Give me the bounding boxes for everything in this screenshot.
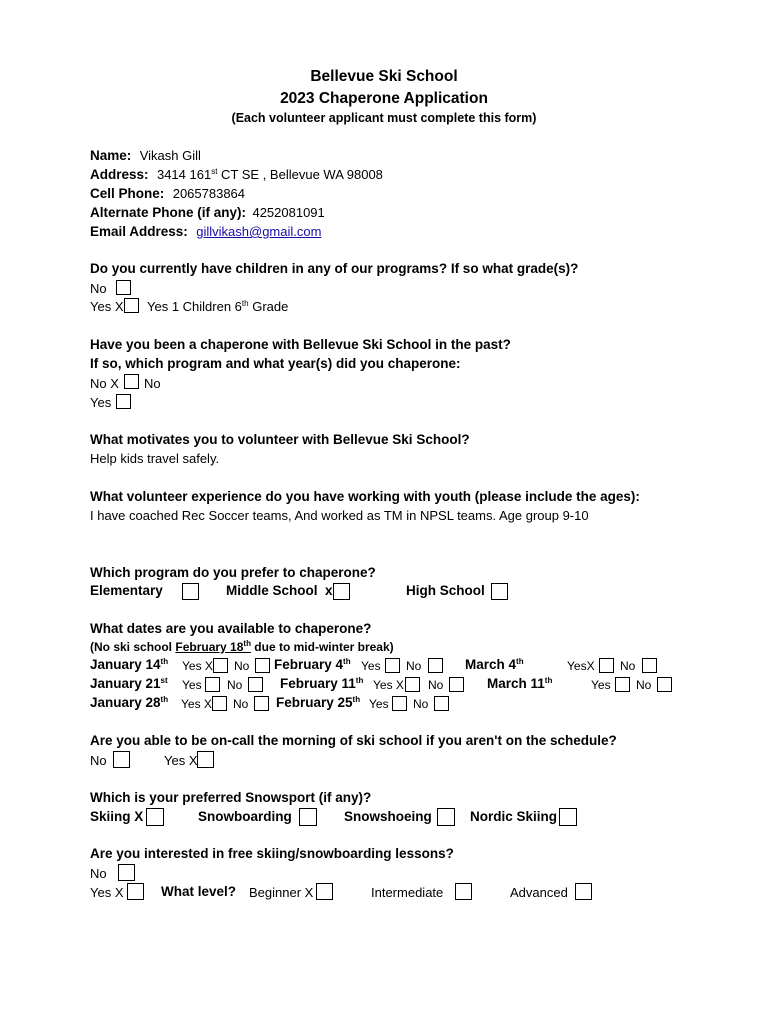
cell-row — [90, 186, 245, 202]
feb4-yes-checkbox[interactable] — [385, 658, 400, 673]
sport-skiing-checkbox[interactable] — [146, 808, 164, 826]
feb4-no-checkbox[interactable] — [428, 658, 443, 673]
mar11-no-label: No — [636, 678, 652, 692]
lessons-question: Are you interested in free skiing/snowboarding lessons? — [90, 846, 454, 861]
past-yes-checkbox[interactable] — [116, 394, 131, 409]
sport-nordic-checkbox[interactable] — [559, 808, 577, 826]
jan14-no-checkbox[interactable] — [255, 658, 270, 673]
feb11-yes-checkbox[interactable] — [405, 677, 420, 692]
sport-question: Which is your preferred Snowsport (if any)? — [90, 790, 372, 805]
email-label: Email Address: — [90, 224, 188, 239]
address-label: Address: — [90, 167, 149, 182]
children-no-checkbox[interactable] — [116, 280, 131, 295]
lessons-no-label: No — [90, 866, 107, 881]
lessons-no-checkbox[interactable] — [118, 864, 135, 881]
jan28-no-label: No — [233, 697, 249, 711]
children-question: Do you currently have children in any of our programs? If so what grade(s)? — [90, 261, 579, 276]
lessons-yes-label: Yes X — [90, 885, 124, 900]
feb11-no-checkbox[interactable] — [449, 677, 464, 692]
oncall-yes-label: Yes X — [164, 753, 198, 768]
name-row — [90, 148, 201, 164]
jan21-no-label: No — [227, 678, 243, 692]
feb25-no-label: No — [413, 697, 429, 711]
sport-snowshoeing-checkbox[interactable] — [437, 808, 455, 826]
lessons-intermediate-checkbox[interactable] — [455, 883, 472, 900]
lessons-advanced-label: Advanced — [510, 885, 568, 900]
program-elementary-checkbox[interactable] — [182, 583, 199, 600]
alt-phone-label: Alternate Phone (if any): — [90, 205, 247, 220]
email-link[interactable]: gillvikash@gmail.com — [196, 224, 322, 239]
name-value: Vikash Gill — [139, 148, 201, 163]
program-elementary-label: Elementary — [90, 583, 163, 598]
lessons-intermediate-label: Intermediate — [371, 885, 444, 900]
past-yes-label: Yes — [90, 395, 112, 410]
program-high-checkbox[interactable] — [491, 583, 508, 600]
program-middle-label: Middle School — [226, 583, 318, 598]
feb4-no-label: No — [406, 659, 422, 673]
oncall-no-checkbox[interactable] — [113, 751, 130, 768]
motivation-answer: Help kids travel safely. — [90, 451, 220, 466]
dates-note: (No ski school February 18th due to mid-winter break) — [90, 639, 394, 654]
jan14-yes-checkbox[interactable] — [213, 658, 228, 673]
program-middle-checkbox[interactable] — [333, 583, 350, 600]
feb25-yes-checkbox[interactable] — [392, 696, 407, 711]
mar4-yes-checkbox[interactable] — [599, 658, 614, 673]
past-no-checkbox[interactable] — [124, 374, 139, 389]
program-high-label: High School — [406, 583, 485, 598]
experience-answer: I have coached Rec Soccer teams, And worked as TM in NPSL teams. Age group 9-10 — [90, 508, 589, 523]
jan21-no-checkbox[interactable] — [248, 677, 263, 692]
sport-snowshoeing-label: Snowshoeing — [344, 809, 432, 824]
lessons-beginner-checkbox[interactable] — [316, 883, 333, 900]
children-yes-detail: Yes 1 Children 6th Grade — [147, 299, 289, 314]
alt-phone-row — [90, 205, 325, 221]
feb11-no-label: No — [428, 678, 444, 692]
sport-nordic-label: Nordic Skiing — [470, 809, 558, 824]
date-jan21: January 21st — [90, 676, 168, 691]
children-yes-label: Yes X — [90, 299, 124, 314]
school-name: Bellevue Ski School — [310, 68, 458, 85]
past-no-label: No X — [90, 376, 119, 391]
form-title: 2023 Chaperone Application — [280, 90, 488, 107]
date-mar4: March 4th — [465, 657, 524, 672]
lessons-level-label: What level? — [161, 884, 237, 899]
experience-question: What volunteer experience do you have working with youth (please include the ages): — [90, 489, 640, 504]
feb25-no-checkbox[interactable] — [434, 696, 449, 711]
email-row — [90, 224, 321, 240]
oncall-yes-checkbox[interactable] — [197, 751, 214, 768]
jan14-yes-label: Yes X — [182, 659, 213, 673]
feb4-yes-label: Yes — [361, 659, 381, 673]
dates-question: What dates are you available to chaperone? — [90, 621, 372, 636]
sport-snowboarding-label: Snowboarding — [198, 809, 292, 824]
mar11-yes-label: Yes — [591, 678, 611, 692]
date-jan14: January 14th — [90, 657, 169, 672]
cell-value: 2065783864 — [172, 186, 246, 201]
children-yes-checkbox[interactable] — [124, 298, 139, 313]
jan28-yes-checkbox[interactable] — [212, 696, 227, 711]
feb11-yes-label: Yes X — [373, 678, 404, 692]
mar4-no-checkbox[interactable] — [642, 658, 657, 673]
sport-snowboarding-checkbox[interactable] — [299, 808, 317, 826]
address-value: 3414 161st CT SE , Bellevue WA 98008 — [156, 167, 383, 182]
name-label: Name: — [90, 148, 132, 163]
feb25-yes-label: Yes — [369, 697, 389, 711]
address-row — [90, 167, 383, 183]
jan28-yes-label: Yes X — [181, 697, 212, 711]
mar11-yes-checkbox[interactable] — [615, 677, 630, 692]
oncall-question: Are you able to be on-call the morning of ski school if you aren't on the schedule? — [90, 733, 617, 748]
mar4-yes-label: YesX — [567, 659, 595, 673]
date-feb25: February 25th — [276, 695, 361, 710]
mar11-no-checkbox[interactable] — [657, 677, 672, 692]
jan21-yes-checkbox[interactable] — [205, 677, 220, 692]
alt-phone-value: 4252081091 — [252, 205, 325, 220]
date-mar11: March 11th — [487, 676, 553, 691]
program-middle-mark: x — [325, 583, 333, 598]
lessons-yes-checkbox[interactable] — [127, 883, 144, 900]
mar4-no-label: No — [620, 659, 636, 673]
oncall-no-label: No — [90, 753, 107, 768]
children-no-label: No — [90, 281, 107, 296]
jan21-yes-label: Yes — [182, 678, 202, 692]
date-feb11: February 11th — [280, 676, 364, 691]
past-question-2: If so, which program and what year(s) did you chaperone: — [90, 356, 461, 371]
motivation-question: What motivates you to volunteer with Bellevue Ski School? — [90, 432, 470, 447]
program-question: Which program do you prefer to chaperone? — [90, 565, 376, 580]
past-no-after: No — [144, 376, 161, 391]
date-jan28: January 28th — [90, 695, 169, 710]
jan28-no-checkbox[interactable] — [254, 696, 269, 711]
date-feb4: February 4th — [274, 657, 351, 672]
cell-label: Cell Phone: — [90, 186, 165, 201]
sport-skiing-label: Skiing X — [90, 809, 144, 824]
form-instruction: (Each volunteer applicant must complete this form) — [231, 111, 537, 125]
lessons-advanced-checkbox[interactable] — [575, 883, 592, 900]
past-question-1: Have you been a chaperone with Bellevue Ski School in the past? — [90, 337, 511, 352]
jan14-no-label: No — [234, 659, 250, 673]
lessons-beginner-label: Beginner X — [249, 885, 314, 900]
